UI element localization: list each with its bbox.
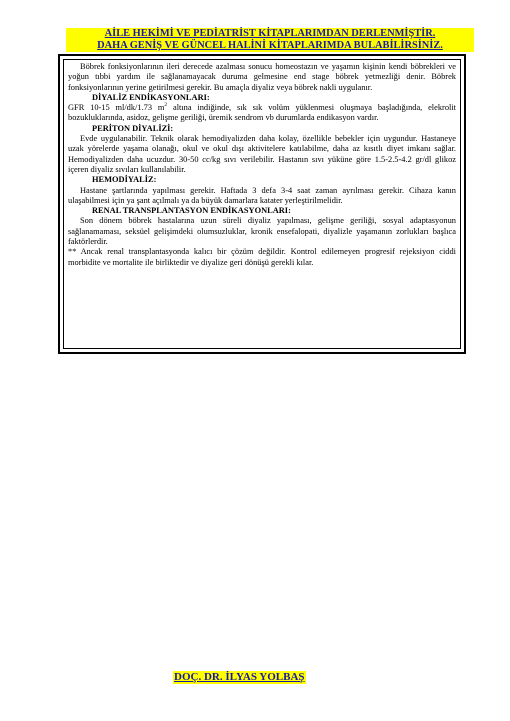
header-line-2: DAHA GENİŞ VE GÜNCEL HALİNİ KİTAPLARIMDA BULABİLİRSİNİZ. <box>97 40 443 51</box>
dialysis-indications-heading: DİYALİZ ENDİKASYONLARI: <box>92 92 210 102</box>
dialysis-indications-paragraph <box>68 103 456 124</box>
dialysis-superscript: 2 <box>164 102 168 109</box>
header-line-1: AİLE HEKİMİ VE PEDİATRİST KİTAPLARIMDAN DERLENMİŞTİR. <box>104 28 436 39</box>
document-header <box>66 28 474 52</box>
transplant-note: ** Ancak renal transplantasyonda kalıcı bir çözüm değildir. Kontrol edilemeyen progresif rejeksiyon ciddi morbidite ve mortalite ile birliktedir ve diyalize geri dönüşü gerekli kılar. <box>68 247 456 267</box>
dialysis-text-b: altına indiğinde, sık sık volüm yüklenmesi oluşmaya başladığında, elekrolit bozukluklarında, asidoz, gelişme geriliği, üremik sendrom vb durumlarda endikasyon vardır. <box>68 103 456 123</box>
peritoneal-dialysis-paragraph: Evde uygulanabilir. Teknik olarak hemodiyalizden daha kolay, özellikle bebekler için uygundur. Hastaneye uzak yörelerde yaşama olanağı, okul ve okul dışı aktivitelere katılabilme, daha az kısıtlı diyet imkanı sağlar. Hemodiyalizden daha ucuzdur. 30-50 cc/kg sıvı verilebilir. Hastanın sıvı yüküne göre 1.5-2.5-4.2 gr/dl glikoz içeren diyaliz sıvıları kullanılabilir. <box>68 134 456 174</box>
hemodialysis-paragraph: Hastane şartlarında yapılması gerekir. Haftada 3 defa 3-4 saat zaman ayrılması gerekir. Cihaza kanın ulaşabilmesi için ya şant açılmalı ya da büyük damarlara katater yerleştirilmelidir. <box>68 185 456 205</box>
dialysis-text-a: GFR 10-15 ml/dk/1.73 m <box>68 103 165 113</box>
renal-transplant-heading: RENAL TRANSPLANTASYON ENDİKASYONLARI: <box>92 206 291 216</box>
renal-transplant-paragraph: Son dönem böbrek hastalarına uzun süreli diyaliz yapılması, gelişme geriliği, sosyal adaptasyonun sağlanamaması, seksüel gelişimdeki olumsuzluklar, kronik ensefalopati, diyalizle yaşamanın zorlukları başlıca faktörlerdir. <box>68 216 456 247</box>
peritoneal-dialysis-heading: PERİTON DİYALİZİ: <box>92 123 174 133</box>
content-box-inner <box>63 59 461 349</box>
content-box <box>58 54 466 354</box>
author-signature: DOÇ. DR. İLYAS YOLBAŞ <box>174 671 305 683</box>
intro-paragraph: Böbrek fonksiyonlarının ileri derecede azalması sonucu homeostazın ve yaşamın kişinin kendi böbrekleri ve yoğun tıbbi yardım ile sağlanamayacak duruma gelmesine end stage böbrek yetmezliği denir. Böbrek fonksiyonlarının yerine getirilmesi gerekir. Bu amaçla diyaliz veya böbrek nakli uygulanır. <box>68 62 456 92</box>
hemodialysis-heading: HEMODİYALİZ: <box>92 175 157 185</box>
